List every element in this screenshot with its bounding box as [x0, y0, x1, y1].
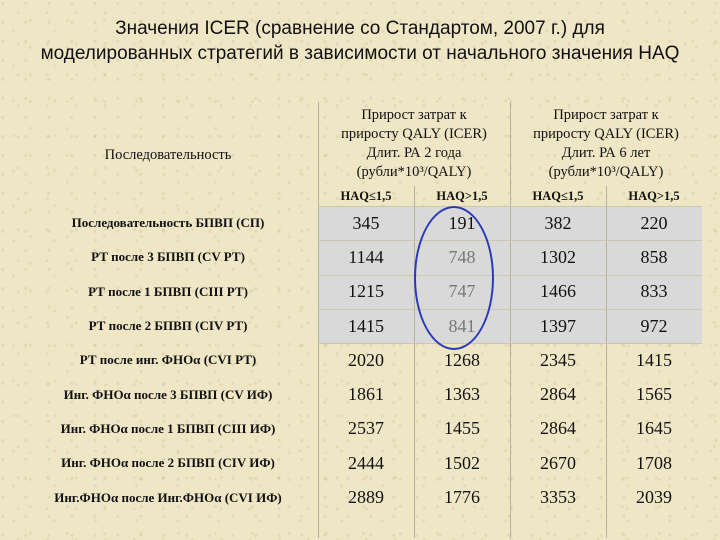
group-header-line: Длит. РА 6 лет [561, 145, 651, 161]
value-cell: 1397 [510, 309, 606, 343]
value-cell: 972 [606, 309, 702, 343]
value-cell: 1466 [510, 275, 606, 309]
value-cell: 1363 [444, 384, 480, 405]
haq-subheader: HAQ≤1,5 [532, 188, 584, 203]
row-divider [318, 206, 702, 207]
value-cell: 2537 [348, 418, 384, 439]
title-line-2: моделированных стратегий в зависимости от начального значения HAQ [40, 43, 680, 64]
value-cell: 1455 [444, 418, 480, 439]
value-cell: 858 [606, 240, 702, 274]
value-cell: 833 [606, 275, 702, 309]
column-divider [510, 102, 511, 538]
value-cell: 2670 [540, 452, 576, 473]
row-label: Инг.ФНОα после Инг.ФНОα (CVI ИФ) [54, 489, 282, 505]
value-cell: 2864 [540, 384, 576, 405]
group-header-line: (рубли*10³/QALY) [548, 164, 664, 180]
value-cell: 1565 [636, 384, 672, 405]
row-divider [318, 343, 702, 344]
group-header-line: Длит. РА 2 года [366, 145, 462, 161]
haq-subheader: HAQ≤1,5 [340, 188, 392, 203]
group-header-line: Прирост затрат к [361, 107, 467, 123]
value-cell: 1708 [636, 452, 672, 473]
value-cell: 2444 [348, 452, 384, 473]
row-label: Последовательность БПВП (СП) [71, 215, 265, 231]
value-cell: 2020 [348, 349, 384, 370]
value-cell: 2039 [636, 487, 672, 508]
haq-subheader: HAQ>1,5 [628, 188, 680, 203]
title-line-1: Значения ICER (сравнение со Стандартом, 2007 г.) для [115, 18, 605, 39]
value-cell: 2345 [540, 349, 576, 370]
value-cell: 2864 [540, 418, 576, 439]
value-cell: 345 [318, 206, 414, 240]
group-header-line: Прирост затрат к [553, 107, 659, 123]
value-cell: 747 [414, 275, 510, 309]
row-label: РТ после инг. ФНОα (CVI РТ) [79, 352, 257, 368]
value-cell: 1144 [318, 240, 414, 274]
row-label: РТ после 2 БПВП (CIV РТ) [88, 318, 248, 334]
value-cell: 1415 [636, 349, 672, 370]
row-label: РТ после 1 БПВП (СIII РТ) [88, 283, 248, 299]
row-divider [318, 309, 702, 310]
icer-group-header-2 [510, 102, 702, 186]
value-cell: 382 [510, 206, 606, 240]
row-label: Инг. ФНОα после 3 БПВП (CV ИФ) [63, 386, 273, 402]
group-header-line: приросту QALY (ICER) [533, 126, 679, 142]
value-cell: 3353 [540, 487, 576, 508]
value-cell: 1645 [636, 418, 672, 439]
value-cell: 220 [606, 206, 702, 240]
value-cell: 191 [414, 206, 510, 240]
value-cell: 1268 [444, 349, 480, 370]
row-divider [318, 240, 702, 241]
row-label: Инг. ФНОα после 1 БПВП (CIII ИФ) [60, 420, 276, 436]
row-divider [318, 275, 702, 276]
column-divider [318, 102, 319, 538]
icer-group-header-1 [318, 102, 510, 186]
value-cell: 2889 [348, 487, 384, 508]
value-cell: 1502 [444, 452, 480, 473]
slide-title [0, 16, 720, 66]
value-cell: 1302 [510, 240, 606, 274]
row-label: РТ после 3 БПВП (CV РТ) [91, 249, 245, 265]
column-divider [606, 186, 607, 538]
column-divider [414, 186, 415, 538]
group-header-line: приросту QALY (ICER) [341, 126, 487, 142]
value-cell: 841 [414, 309, 510, 343]
value-cell: 1776 [444, 487, 480, 508]
value-cell: 1215 [318, 275, 414, 309]
row-label: Инг. ФНОα после 2 БПВП (CIV ИФ) [61, 455, 275, 471]
value-cell: 1861 [348, 384, 384, 405]
group-header-line: (рубли*10³/QALY) [356, 164, 472, 180]
value-cell: 748 [414, 240, 510, 274]
value-cell: 1415 [318, 309, 414, 343]
haq-subheader: HAQ>1,5 [436, 188, 488, 203]
sequence-column-header: Последовательность [104, 146, 232, 163]
